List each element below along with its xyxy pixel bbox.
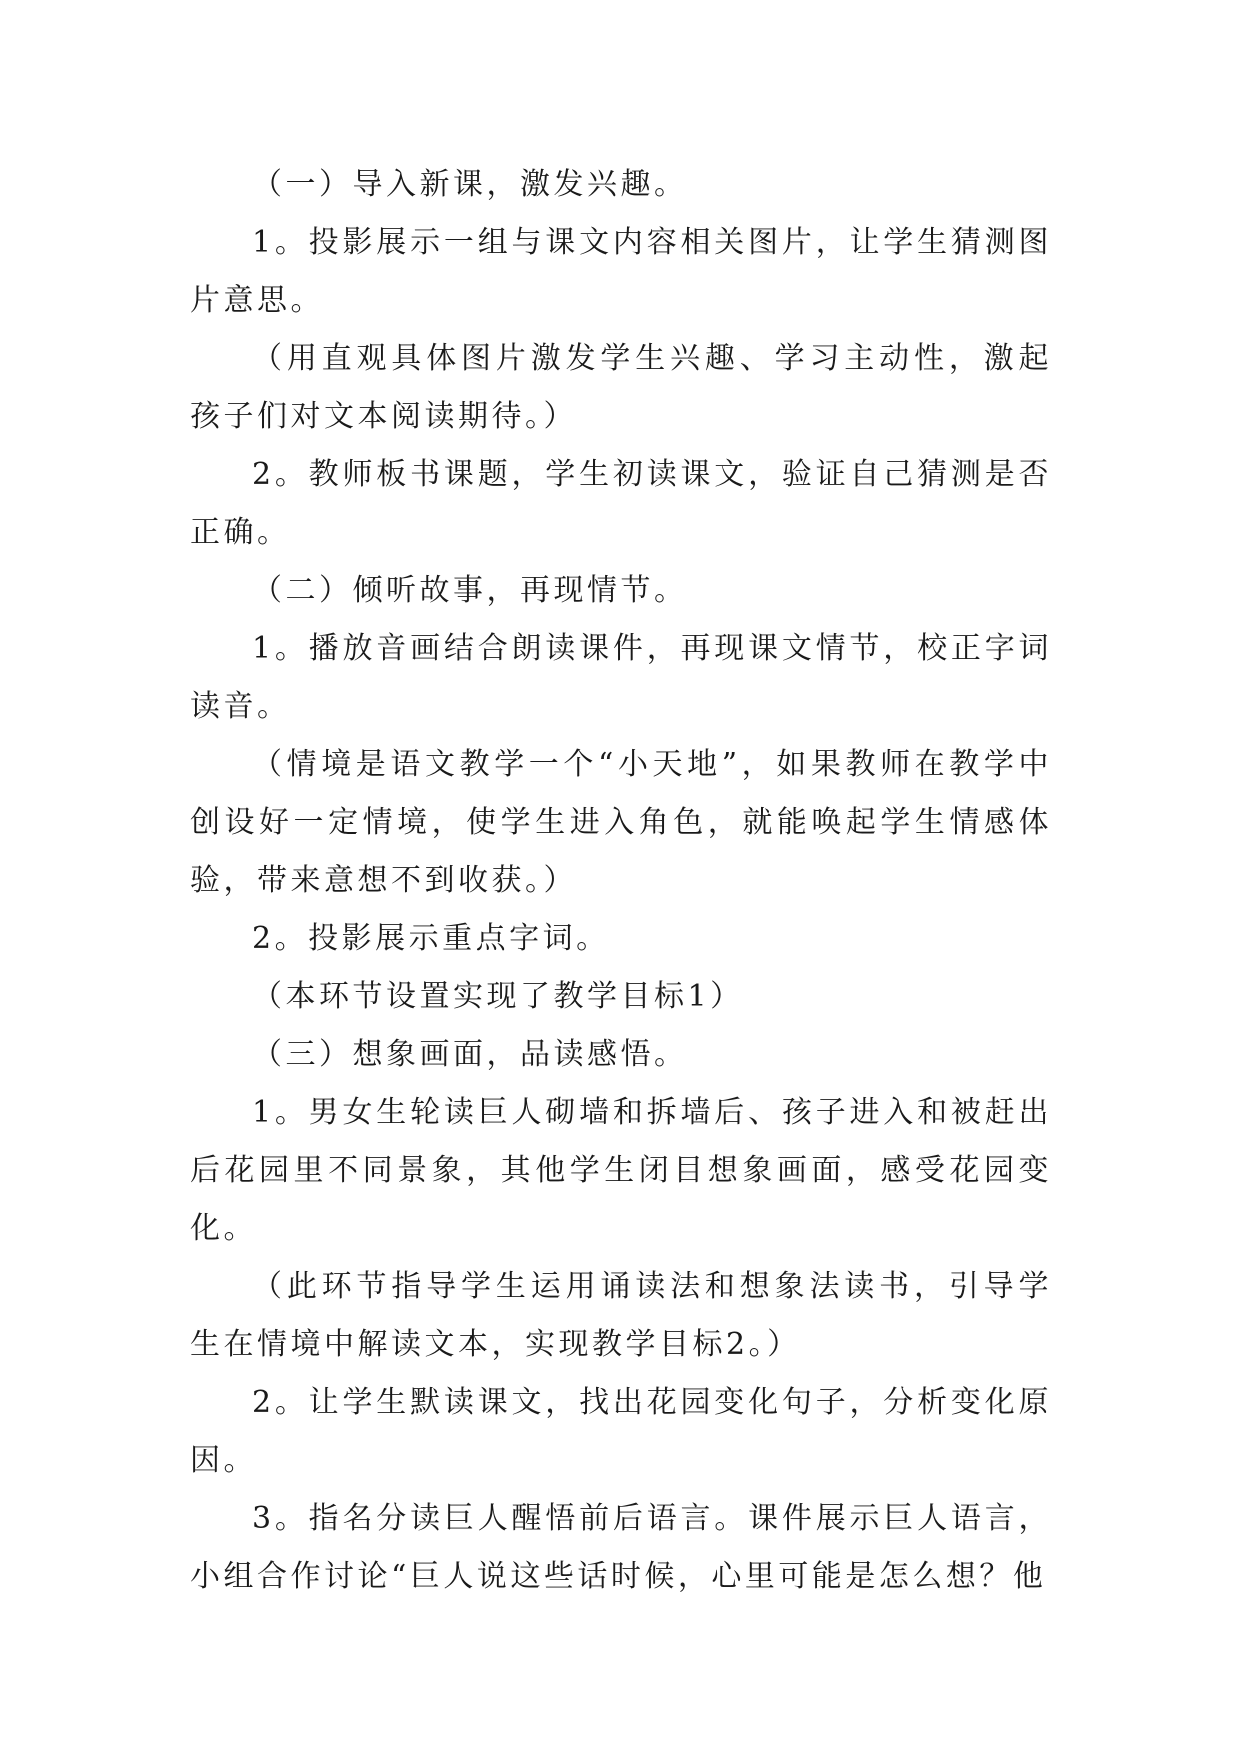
paragraph-note: （情境是语文教学一个“小天地”，如果教师在教学中创设好一定情境，使学生进入角色，就能唤起学生情感体验，带来意想不到收获。）: [190, 747, 1052, 898]
section-heading-3: （三）想象画面，品读感悟。: [252, 1037, 688, 1072]
paragraph-note: （本环节设置实现了教学目标1）: [252, 979, 744, 1014]
paragraph: 2。让学生默读课文，找出花园变化句子，分析变化原因。: [190, 1385, 1052, 1478]
paragraph: 1。播放音画结合朗读课件，再现课文情节，校正字词读音。: [190, 631, 1052, 724]
paragraph: 1。投影展示一组与课文内容相关图片，让学生猜测图片意思。: [190, 225, 1052, 318]
paragraph: 2。教师板书课题，学生初读课文，验证自己猜测是否正确。: [190, 457, 1052, 550]
paragraph: 2。投影展示重点字词。: [252, 921, 610, 956]
section-heading-2: （二）倾听故事，再现情节。: [252, 573, 688, 608]
paragraph-note: （此环节指导学生运用诵读法和想象法读书，引导学生在情境中解读文本，实现教学目标2。）: [190, 1269, 1052, 1362]
paragraph: 1。男女生轮读巨人砌墙和拆墙后、孩子进入和被赶出后花园里不同景象，其他学生闭目想象画面，感受花园变化。: [190, 1095, 1052, 1246]
paragraph-note: （用直观具体图片激发学生兴趣、学习主动性，激起孩子们对文本阅读期待。）: [190, 341, 1052, 434]
paragraph: 3。指名分读巨人醒悟前后语言。课件展示巨人语言，小组合作讨论“巨人说这些话时候，心里可能是怎么想？他: [190, 1501, 1052, 1594]
document-body: [190, 156, 1052, 1606]
section-heading-1: （一）导入新课，激发兴趣。: [252, 167, 688, 202]
